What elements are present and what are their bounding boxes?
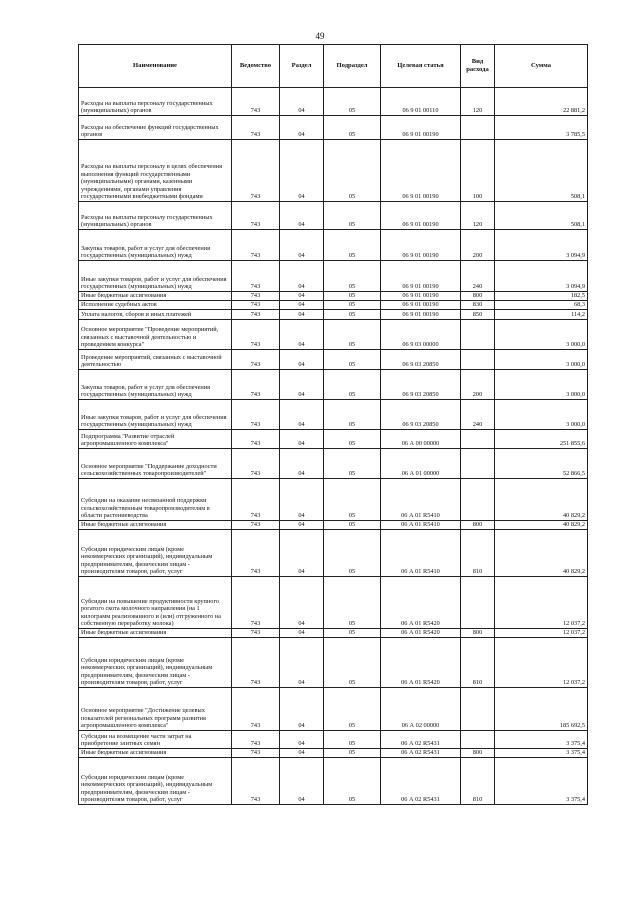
cell-razdel: 04 [280,479,324,521]
budget-table [78,44,588,805]
cell-statya: 06 9 03 20850 [381,370,461,400]
cell-summa: 3 000,0 [495,370,588,400]
cell-vid [461,430,495,449]
cell-name: Субсидии юридическим лицам (кроме некоммерческих организаций), индивидуальным предпринимателям, физическим лицам - производителям товаров, работ, услуг [79,530,232,577]
cell-ved: 743 [232,350,280,370]
cell-vid: 100 [461,140,495,202]
cell-podrazdel: 05 [324,320,381,350]
cell-statya: 06 9 03 00000 [381,320,461,350]
table-row [79,350,588,370]
cell-podrazdel: 05 [324,629,381,638]
cell-ved: 743 [232,301,280,310]
cell-podrazdel: 05 [324,749,381,758]
cell-summa: 3 094,9 [495,230,588,261]
table-row [79,521,588,530]
cell-podrazdel: 05 [324,292,381,301]
cell-summa: 22 881,2 [495,88,588,116]
table-row [79,749,588,758]
cell-razdel: 04 [280,350,324,370]
cell-razdel: 04 [280,400,324,430]
cell-name: Закупка товаров, работ и услуг для обеспечения государственных (муниципальных) нужд [79,230,232,261]
cell-razdel: 04 [280,629,324,638]
cell-podrazdel: 05 [324,261,381,292]
cell-vid: 240 [461,400,495,430]
cell-podrazdel: 05 [324,688,381,731]
cell-podrazdel: 05 [324,301,381,310]
cell-statya: 06 9 01 00190 [381,202,461,230]
cell-summa: 12 037,2 [495,577,588,629]
cell-vid: 800 [461,292,495,301]
table-row [79,140,588,202]
cell-statya: 06 9 03 20850 [381,350,461,370]
cell-razdel: 04 [280,530,324,577]
cell-ved: 743 [232,202,280,230]
cell-razdel: 04 [280,449,324,479]
header-vedomstvo: Ведомство [232,45,280,88]
cell-vid: 810 [461,758,495,805]
table-row [79,479,588,521]
cell-ved: 743 [232,310,280,320]
cell-podrazdel: 05 [324,400,381,430]
cell-name: Субсидии на повышение продуктивности крупного рогатого скота молочного направления (на 1 килограмм реализованного и (или) отгруженного на собственную переработку молока) [79,577,232,629]
table-row [79,400,588,430]
cell-summa: 3 000,0 [495,320,588,350]
header-summa: Сумма [495,45,588,88]
cell-ved: 743 [232,731,280,749]
cell-statya: 06 9 01 00190 [381,140,461,202]
cell-statya: 06 9 01 00190 [381,310,461,320]
cell-summa: 508,1 [495,140,588,202]
cell-ved: 743 [232,230,280,261]
cell-ved: 743 [232,400,280,430]
table-row [79,638,588,688]
table-row [79,310,588,320]
cell-razdel: 04 [280,731,324,749]
cell-statya: 06 А 01 R5410 [381,521,461,530]
table-row [79,758,588,805]
cell-statya: 06 9 01 00190 [381,292,461,301]
cell-vid [461,688,495,731]
cell-vid: 810 [461,530,495,577]
cell-ved: 743 [232,577,280,629]
cell-ved: 743 [232,116,280,140]
cell-statya: 06 А 02 R5431 [381,731,461,749]
cell-name: Субсидии на оказание несвязанной поддержки сельскохозяйственным товаропроизводителям в области растениеводства [79,479,232,521]
cell-summa: 3 094,9 [495,261,588,292]
table-row [79,449,588,479]
cell-podrazdel: 05 [324,140,381,202]
cell-name: Подпрограмма "Развитие отраслей агропромышленного комплекса" [79,430,232,449]
header-name: Наименование [79,45,232,88]
table-row [79,202,588,230]
cell-vid: 240 [461,261,495,292]
cell-razdel: 04 [280,261,324,292]
cell-podrazdel: 05 [324,116,381,140]
cell-ved: 743 [232,292,280,301]
cell-name: Проведение мероприятий, связанных с выставочной деятельностью [79,350,232,370]
table-row [79,577,588,629]
cell-razdel: 04 [280,310,324,320]
cell-ved: 743 [232,758,280,805]
table-row [79,370,588,400]
cell-summa: 68,3 [495,301,588,310]
cell-name: Уплата налогов, сборов и иных платежей [79,310,232,320]
cell-vid: 200 [461,230,495,261]
header-razdel: Раздел [280,45,324,88]
table-row [79,688,588,731]
cell-summa: 3 375,4 [495,758,588,805]
cell-razdel: 04 [280,116,324,140]
cell-podrazdel: 05 [324,370,381,400]
table-row [79,292,588,301]
header-celevaya-statya: Целевая статья [381,45,461,88]
cell-podrazdel: 05 [324,430,381,449]
cell-vid: 800 [461,749,495,758]
cell-name: Расходы на обеспечение функций государственных органов [79,116,232,140]
cell-name: Расходы на выплаты персоналу государственных (муниципальных) органов [79,88,232,116]
cell-razdel: 04 [280,202,324,230]
cell-razdel: 04 [280,688,324,731]
cell-name: Иные бюджетные ассигнования [79,749,232,758]
cell-ved: 743 [232,530,280,577]
cell-ved: 743 [232,629,280,638]
cell-ved: 743 [232,320,280,350]
cell-statya: 06 А 01 00000 [381,449,461,479]
cell-vid: 850 [461,310,495,320]
cell-statya: 06 А 02 00000 [381,688,461,731]
cell-razdel: 04 [280,758,324,805]
table-row [79,530,588,577]
cell-statya: 06 А 01 R5420 [381,629,461,638]
cell-name: Основное мероприятие "Поддержание доходности сельскохозяйственных товаропроизводителей" [79,449,232,479]
cell-statya: 06 А 00 00000 [381,430,461,449]
cell-summa: 52 866,5 [495,449,588,479]
cell-ved: 743 [232,479,280,521]
cell-podrazdel: 05 [324,88,381,116]
cell-podrazdel: 05 [324,449,381,479]
cell-podrazdel: 05 [324,230,381,261]
cell-summa: 3 785,5 [495,116,588,140]
cell-summa: 12 037,2 [495,629,588,638]
cell-statya: 06 9 01 00190 [381,116,461,140]
cell-vid [461,449,495,479]
cell-ved: 743 [232,521,280,530]
cell-statya: 06 А 01 R5410 [381,479,461,521]
cell-vid: 800 [461,521,495,530]
cell-statya: 06 А 01 R5420 [381,577,461,629]
cell-podrazdel: 05 [324,202,381,230]
cell-statya: 06 А 01 R5420 [381,638,461,688]
table-header-row [79,45,588,88]
table-row [79,230,588,261]
cell-name: Субсидии на возмещение части затрат на приобретение элитных семян [79,731,232,749]
cell-statya: 06 9 01 00110 [381,88,461,116]
cell-ved: 743 [232,449,280,479]
cell-name: Иные закупки товаров, работ и услуг для обеспечения государственных (муниципальных) нужд [79,400,232,430]
table-row [79,261,588,292]
cell-razdel: 04 [280,140,324,202]
cell-statya: 06 9 01 00190 [381,230,461,261]
cell-name: Закупка товаров, работ и услуг для обеспечения государственных (муниципальных) нужд [79,370,232,400]
cell-summa: 12 037,2 [495,638,588,688]
cell-name: Исполнение судебных актов [79,301,232,310]
cell-razdel: 04 [280,521,324,530]
cell-podrazdel: 05 [324,310,381,320]
cell-statya: 06 9 03 20850 [381,400,461,430]
cell-vid: 120 [461,88,495,116]
cell-statya: 06 А 02 R5431 [381,758,461,805]
cell-vid [461,731,495,749]
cell-podrazdel: 05 [324,577,381,629]
table-row [79,430,588,449]
header-podrazdel: Подраздел [324,45,381,88]
cell-statya: 06 9 01 00190 [381,261,461,292]
cell-vid: 810 [461,638,495,688]
cell-name: Основное мероприятие "Достижение целевых показателей региональных программ развития агропромышленного комплекса" [79,688,232,731]
table-row [79,320,588,350]
cell-vid [461,116,495,140]
cell-razdel: 04 [280,638,324,688]
cell-name: Иные бюджетные ассигнования [79,629,232,638]
cell-vid: 120 [461,202,495,230]
cell-summa: 114,2 [495,310,588,320]
table-row [79,116,588,140]
cell-podrazdel: 05 [324,530,381,577]
cell-vid [461,350,495,370]
cell-summa: 40 829,2 [495,521,588,530]
cell-podrazdel: 05 [324,350,381,370]
cell-vid [461,479,495,521]
cell-name: Иные бюджетные ассигнования [79,292,232,301]
cell-summa: 185 692,5 [495,688,588,731]
cell-name: Иные закупки товаров, работ и услуг для обеспечения государственных (муниципальных) нужд [79,261,232,292]
cell-ved: 743 [232,638,280,688]
cell-podrazdel: 05 [324,521,381,530]
cell-vid [461,320,495,350]
cell-razdel: 04 [280,230,324,261]
cell-name: Расходы на выплаты персоналу государственных (муниципальных) органов [79,202,232,230]
cell-vid: 200 [461,370,495,400]
cell-summa: 182,5 [495,292,588,301]
cell-vid: 830 [461,301,495,310]
cell-razdel: 04 [280,370,324,400]
cell-ved: 743 [232,261,280,292]
table-row [79,88,588,116]
table-row [79,629,588,638]
cell-summa: 40 829,2 [495,530,588,577]
cell-summa: 3 000,0 [495,350,588,370]
cell-ved: 743 [232,370,280,400]
cell-podrazdel: 05 [324,758,381,805]
cell-razdel: 04 [280,88,324,116]
cell-name: Иные бюджетные ассигнования [79,521,232,530]
page-number: 49 [315,31,325,41]
cell-name: Расходы на выплаты персоналу в целях обеспечения выполнения функций государственными (муниципальными) органами, казенными учреждениями, органами управления государственными внебюджетными фондами [79,140,232,202]
cell-summa: 251 855,6 [495,430,588,449]
cell-ved: 743 [232,140,280,202]
cell-razdel: 04 [280,320,324,350]
cell-razdel: 04 [280,749,324,758]
cell-ved: 743 [232,430,280,449]
cell-podrazdel: 05 [324,479,381,521]
cell-ved: 743 [232,749,280,758]
cell-razdel: 04 [280,292,324,301]
cell-summa: 3 375,4 [495,749,588,758]
cell-name: Субсидии юридическим лицам (кроме некоммерческих организаций), индивидуальным предпринимателям, физическим лицам - производителям товаров, работ, услуг [79,638,232,688]
cell-vid: 800 [461,629,495,638]
cell-razdel: 04 [280,301,324,310]
cell-podrazdel: 05 [324,638,381,688]
cell-name: Субсидии юридическим лицам (кроме некоммерческих организаций), индивидуальным предпринимателям, физическим лицам - производителям товаров, работ, услуг [79,758,232,805]
cell-statya: 06 А 02 R5431 [381,749,461,758]
cell-statya: 06 9 01 00190 [381,301,461,310]
cell-statya: 06 А 01 R5410 [381,530,461,577]
cell-name: Основное мероприятие "Проведение мероприятий, связанных с выставочной деятельностью и проведением конкурса" [79,320,232,350]
header-vid-rashoda: Вид расхода [461,45,495,88]
cell-summa: 3 000,0 [495,400,588,430]
cell-vid [461,577,495,629]
table-row [79,731,588,749]
cell-summa: 508,1 [495,202,588,230]
cell-ved: 743 [232,688,280,731]
cell-summa: 40 829,2 [495,479,588,521]
table-row [79,301,588,310]
cell-podrazdel: 05 [324,731,381,749]
cell-razdel: 04 [280,577,324,629]
cell-summa: 3 375,4 [495,731,588,749]
cell-razdel: 04 [280,430,324,449]
cell-ved: 743 [232,88,280,116]
